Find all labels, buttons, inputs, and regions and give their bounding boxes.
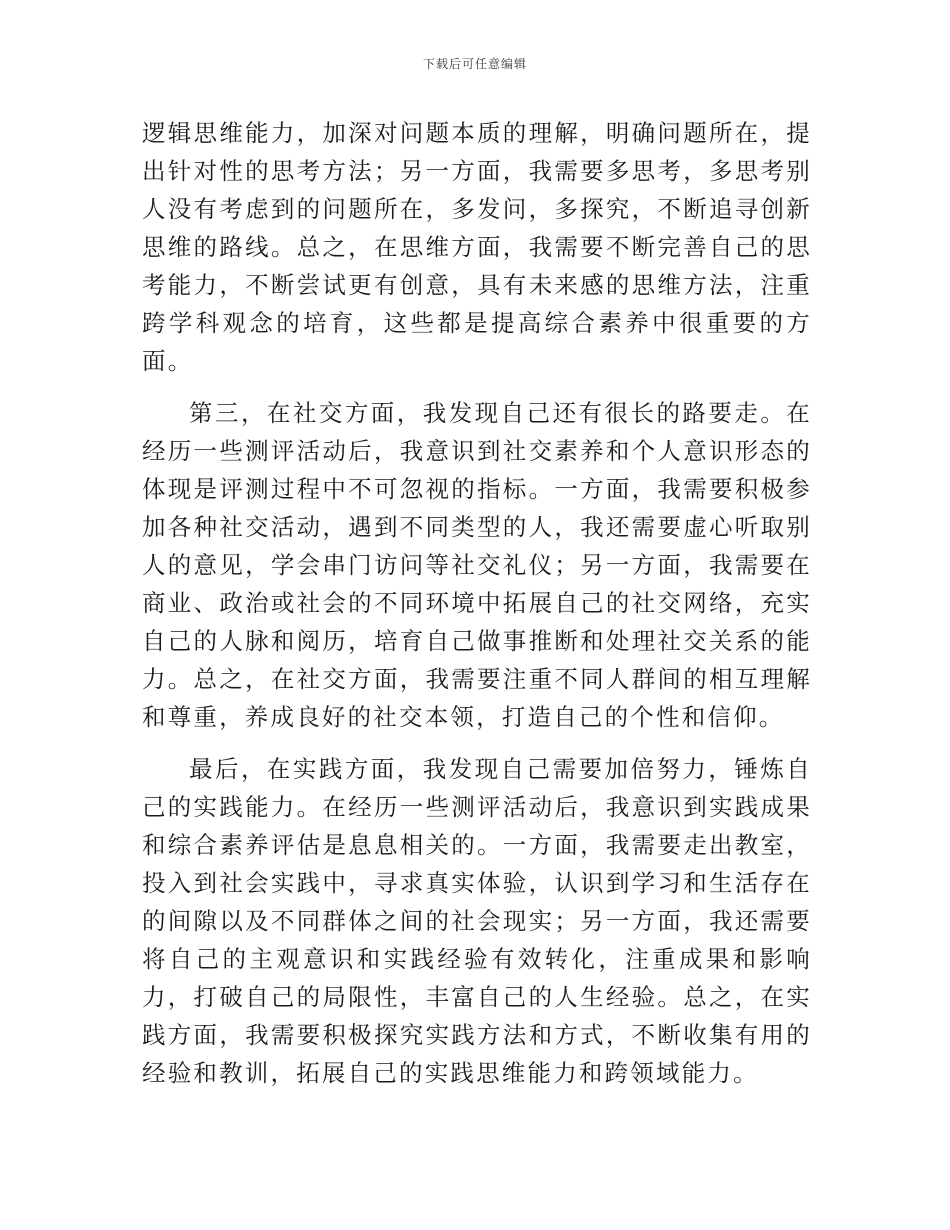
paragraph-thinking-continued: 逻辑思维能力，加深对问题本质的理解，明确问题所在，提出针对性的思考方法；另一方面，我需要多思考，多思考别人没有考虑到的问题所在，多发问，多探究，不断追寻创新思维的路线。总之，在思维方面，我需要不断完善自己的思考能力，不断尝试更有创意，具有未来感的思维方法，注重跨学科观念的培育，这些都是提高综合素养中很重要的方面。	[142, 119, 812, 375]
document-body	[142, 114, 812, 1092]
paragraph-practice: 最后，在实践方面，我发现自己需要加倍努力，锤炼自己的实践能力。在经历一些测评活动后，我意识到实践成果和综合素养评估是息息相关的。一方面，我需要走出教室，投入到社会实践中，寻求真实体验，认识到学习和生活存在的间隙以及不同群体之间的社会现实；另一方面，我还需要将自己的主观意识和实践经验有效转化，注重成果和影响力，打破自己的局限性，丰富自己的人生经验。总之，在实践方面，我需要积极探究实践方法和方式，不断收集有用的经验和教训，拓展自己的实践思维能力和跨领域能力。	[142, 755, 812, 1087]
page-header: 下载后可任意编辑	[422, 57, 527, 71]
paragraph-social: 第三，在社交方面，我发现自己还有很长的路要走。在经历一些测评活动后，我意识到社交素养和个人意识形态的体现是评测过程中不可忽视的指标。一方面，我需要积极参加各种社交活动，遇到不同类型的人，我还需要虚心听取别人的意见，学会串门访问等社交礼仪；另一方面，我需要在商业、政治或社会的不同环境中拓展自己的社交网络，充实自己的人脉和阅历，培育自己做事推断和处理社交关系的能力。总之，在社交方面，我需要注重不同人群间的相互理解和尊重，养成良好的社交本领，打造自己的个性和信仰。	[142, 399, 812, 731]
